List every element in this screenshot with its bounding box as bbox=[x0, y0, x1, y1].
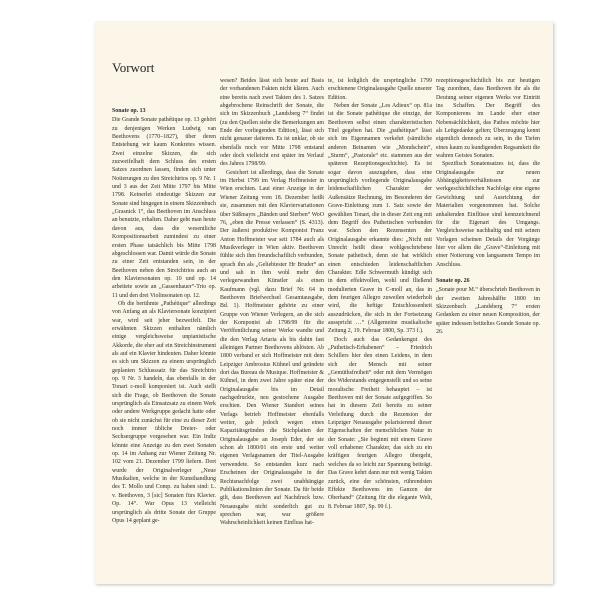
paragraph: Die Grande Sonate pathétique op. 13 gehört zu denjenigen Werken Ludwig van Beethovens (1770–1827), über deren Entstehung wir kaum Konkretes wissen. Zwei einzelne Skizzen, die sich zuzweifelhaft dem Schluss des ersten Satzes zuordnen lassen, finden sich unter Notierungen zu den Streichtrios op. 9 Nr. 1 und 3 aus der Zeit Mitte 1797 bis Mitte 1798. Keinerlei eindeutige Skizzen zur Sonate sind hingegen in einem Skizzenbuch „Grasnick 1“, das Beethoven im Anschluss an benutzte, erhalten. Daher geht man heute davon aus, dass die wesentliche Kompositionsarbeit zumindest zu einer ersten Phase tatsächlich bis Mitte 1798 abgeschlossen war. Damit würde die Sonate zu einer Zeit entstanden sein, in der Beethoven neben den Streichtrios auch an den Klaviersonaten op. 10 und op. 14 arbeitete sowie an „Gassenhauer“-Trio op. 11 und den drei Violinsonaten op. 12. bbox=[112, 117, 216, 299]
text-column-1 bbox=[112, 107, 216, 525]
paragraph: te, ist lediglich die ursprüngliche 1799 erschienene Originalausgabe Quelle unserer Edition. bbox=[328, 78, 432, 101]
paragraph: Ob die berühmte „Pathétique“ allerdings von Anfang an als Klaviersonate konzipiert war, wird seit jeher bezweifelt. Die erwähnten Skizzen enthalten nämlich einige vergleichsweise unpianistische Akkorde, die eher auf ein Streichinstrument als auf ein Klavier hindeuten. Daher könnte es sich um Skizzen zu einem ursprünglich geplanten Schlusssatz für das Streichtrio op. 9 Nr. 3 handeln, das ebenfalls in der Tonart c-moll komponiert ist. Auch stellt sich die Frage, ob Beethoven die Sonate ursprünglich als Einsatzsatz zu einem Werk oder andere Werkgruppe gedacht hatte oder ob sie nicht zunächst für eine zu dieser Zeit noch immer übliche Dreier- oder Sechsergruppe vorgesehen war. Ein Indiz könnte eine Anzeige zu den zwei Sonaten op. 14 im Anhang zur Wiener Zeitung Nr. 102 vom 21. Dezember 1799 liefern. Dort wurde der Originalverleger „Neue Musikalien, welche in der Kunsthandlung des T. Mollo und Comp. zu haben sind: L. v. Beethoven, 3 [sic] Sonaten fürs Klavier. Op. 14“. War Opus 13 vielleicht ursprünglich als dritte Sonate der Gruppe Opus 14 geplant ge- bbox=[112, 300, 216, 524]
paragraph: wesen? Beides lässt sich heute auf Basis der vorhandenen Fakten nicht klären. Auch eine bereits nach zwei Takten des 1. Satzes abgebrochene Reinschrift der Sonate, die sich im Skizzenbuch „Landsberg 7“ findet (zu den Quellen siehe die Bemerkungen am Ende der vorliegenden Edition), lässt sich nicht genauer datieren. Es ist unklar, ob sie ebenfalls noch vor Mitte 1798 entstand oder doch vielleicht erst später im Verlauf des Jahres 1798/99. bbox=[220, 78, 324, 168]
paragraph: „Sonate pour M.“ überschrieb Beethoven in der zweiten Jahreshälfte 1800 im Skizzenbuch „Landsberg 7“ ersten Gedanken zu einer neuen Komposition, der später indessen betiteltes Grande Sonate op. 26. bbox=[436, 287, 540, 335]
paragraph: Doch auch das Gedankengut des „Pathetisch-Erhabenen“ – Friedrich Schillers hier den einen Leidens, in dem sich der Mensch mit seiner „Gemüthsfreiheit“ oder mit dem Vermögen des Widerstands entgegenstellt und so seine moralische Freiheit behauptet – ist Beethoven mit der Sonate aufgegriffen. So hat in diesem Zeit bereits zu seiner Verleihung durch die Rezension der Leipziger Neuausgabe polarisierend dieser Eigenschaften der menschlichen Natur in der Sonate: „Sie beginnt mit einem Grave voll erhabener Charakter, das sich zu ein kräftigen feurigen Allegro übergeht, welches da so leicht zur Spannung beiträgt. Das Grave kehrt dann nur mit wenig Takten zurück, eine der schönsten, rührendsten Effekte Beethovens im Ganzen der Oberhand“ (Zeitung für die elegante Welt, 8. Februar 1807, Sp. 99 f.). bbox=[328, 336, 432, 510]
paragraph: rezeptionsgeschichtlich bis zur heutigen Tag zuordnen, dass Beethoven ihr als die Deutung seiner eigenen Werks vor Eintritt ins Schaffen. Der Begriff des Komponierens im Lande eher einer Nebensächlichkeit, das Pathos möchte hier als Leitgedanke gelten; Überzeugung kennt eigentlich dennoch zu sein, in die Tiefen eines kaum zu kundigenden Regsamkeit die wahren Geistes Sonaten. bbox=[436, 78, 540, 160]
page-title: Vorwort bbox=[112, 60, 155, 75]
section-heading-op26: Sonate op. 26 bbox=[436, 277, 470, 284]
section-heading-op13: Sonate op. 13 bbox=[112, 108, 146, 114]
paragraph: Gesichert ist allerdings, dass die Sonate im Herbst 1799 im Verlag Hoffmeister in Wien erschien. Laut einer Anzeige in der Wiener Zeitung vom 18. Dezember heißt sie, zusammen mit den Klaviervariationen über Süßmayrs „Bänden und Sterben“ WoO 76, „eben die Presse verlassen“ (S. 4313). Der äußerst produktive Komponist Franz Anton Hoffmeister war seit 1784 auch als Musikverleger in Wien aktiv. Beethoven fühlte sich ihm freundschaftlich verbunden, sprach ihn als „Geliebtester Hr Bruder“ an und sah in ihm wohl mehr den verlegerwandten Künstler als einen Kaufmann (vgl. dazu Brief Nr. 64 in Beethoven Briefwechsel Gesamtausgabe, Bd. 1). Hoffmeister gehörte zu einer Gruppe von Wiener Verlegern, an die sich der Komponist ab 1798/99 für die Veröffentlichung seiner Werke wandte und die den Verlag Artaria als bis dahin fast alleinigen Partner Beethovens ablösten. Ab 1800 verband er sich Hoffmeister mit dem Leipziger Ambrosius Kühnel und gründete dort das Bureau de Musique. Hoffmeister & Kühnel, in dem zwei Jahre später eine der Originalausgabe bis im Detail nachgedruckte, neu gestochene Ausgabe erschien. Den Wiener Standort seines Verlags betrieb Hoffmeister ebenfalls weiter, gab jedoch wegen eines Kapazitätsgründen die Stichplatten der Originalausgabe an Joseph Eder, der sie schon ab 1800/01 ein erste und weiter eigenen Verlagsnamen der Titel-Ausgabe verwendete. So entstanden kurz nach Erscheinen der Originalausgabe in der Rechtsnachfolge zwei unabhängige Publikationslinien der Sonate. Da für beide gilt, dass Beethoven auf Nachdruck bzw. Neuausgabe nicht sonderlich gut zu sprechen war, war größere Wahrscheinlichkeit keinen Einfluss hat- bbox=[220, 169, 324, 527]
score-preface-page bbox=[95, 22, 553, 584]
paragraph: Neben der Sonate „Les Adieux“ op. 81a ist die Sonate pathétique die einzige, der Beethoven selbst einen charakteristischen Titel gegeben hat. Die „pathétique“ lässt sich im Eigennamen verkehrt (sämtliche anderen Beinamen wie „Mondschein“, „Sturm“, „Pastorale“ etc. stammen aus der späteren Rezeptionsgeschichte). Es ist sogar davon auszugehen, dass eine ursprünglich vorliegende Originalausgabe leidenschaftlichen Charakter der Außensätze Rechnung, im Besonderen der Grave-Einleitung zum 1. Satz sowie der gewählten Tonart, die in dieser Zeit eng mit dem Begriff des Pathetischen verbunden war. Schon den Rezensenten der Originalausgabe erkannte dies: „Nicht mit Unrecht heißt diese wohlgeschriebene Sonate pathetisch, denn sie hat wirklich einen entschieden leidenschaftlichen Charakter. Edle Schwermuth kündigt sich in dem effektvollen, wohl und fließend modulierten Grave in C-moll an, das in dem feurigen Allegro zuweilen wiederholt wird, die heftige Entschlossenheit auszudrücken, die sich in der Fortsetzung ausspricht …“ (Allgemeine musikalische Zeitung 2, 19. Februar 1800, Sp. 373 f.). bbox=[328, 103, 432, 335]
text-column-4 bbox=[436, 77, 540, 336]
text-column-2 bbox=[220, 77, 324, 528]
paragraph: Spezifisch Sonatensatzes ist, dass die Originalausgabe zur neuen Abhängigkeitsverhältnissen zur werkgeschichtlichen Nachfolge eine eigene Gewichtung und Ausrichtung der Materialien vorgenommen hat. Solche anhaltenden Einflüsse sind kennzeichnend für die Eigenart des Umgangs. Vergleichsweise nachhaltig und mit seinen Vorlagen scheinen Details der Vorgänge hier vor allem die „Grave“-Einleitung mit einer Notierung von langsamem Tempo im Anschluss. bbox=[436, 161, 540, 268]
text-column-3 bbox=[328, 77, 432, 511]
